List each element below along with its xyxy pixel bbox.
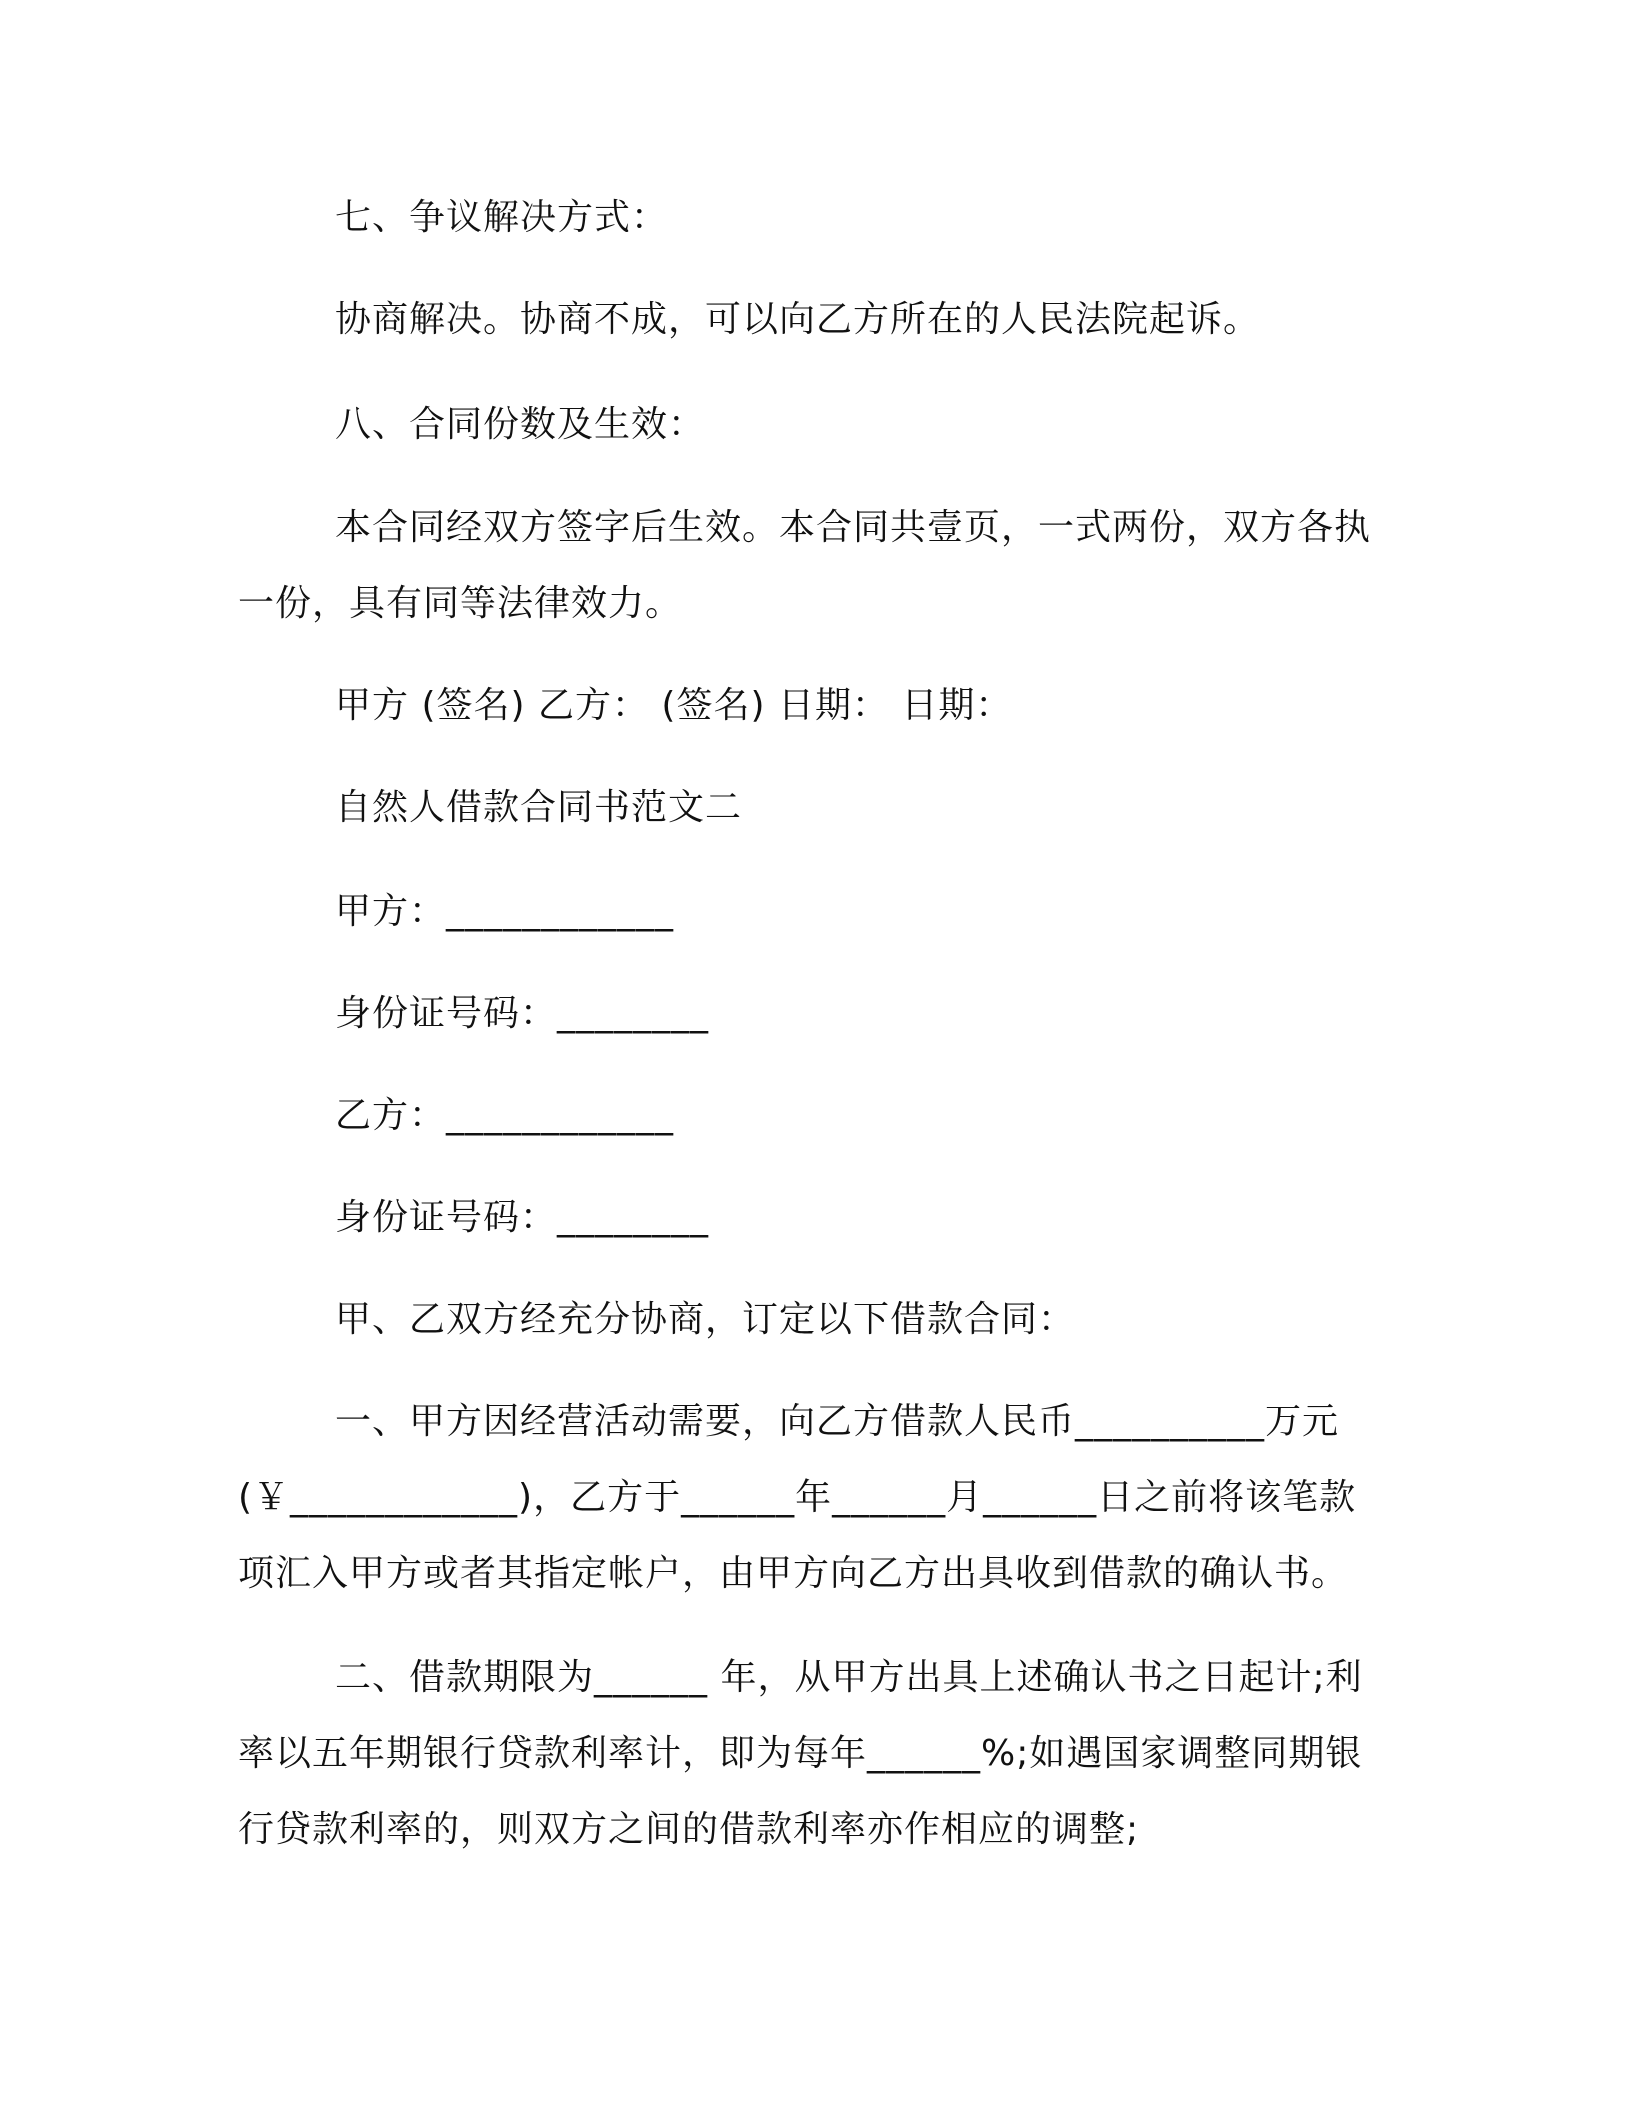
document-subtitle: 自然人借款合同书范文二 <box>335 787 743 828</box>
party-b-id-field: 身份证号码：________ <box>335 1197 710 1238</box>
party-a-field: 甲方：____________ <box>335 891 675 932</box>
signature-line: 甲方 (签名) 乙方： (签名) 日期： 日期： <box>335 685 1013 726</box>
party-b-field: 乙方：____________ <box>335 1095 675 1136</box>
section7-heading: 七、争议解决方式： <box>335 197 669 238</box>
section8-body: 本合同经双方签字后生效。本合同共壹页，一式两份，双方各执一份，具有同等法律效力。 <box>238 507 1372 624</box>
party-a-id-field: 身份证号码：________ <box>335 993 710 1034</box>
clause-1: 一、甲方因经营活动需要，向乙方借款人民币__________万元(￥____________)，乙方于______年______月______日之前将该笔款项汇入甲方或者其指定帐户，由甲方向乙方出具收到借款的确认书。 <box>238 1401 1357 1594</box>
section8-heading: 八、合同份数及生效： <box>335 404 706 445</box>
agreement-intro: 甲、乙双方经充分协商，订定以下借款合同： <box>335 1299 1076 1340</box>
section7-body: 协商解决。协商不成，可以向乙方所在的人民法院起诉。 <box>335 299 1261 340</box>
clause-2: 二、借款期限为______ 年，从甲方出具上述确认书之日起计;利率以五年期银行贷款利率计，即为每年______%;如遇国家调整同期银行贷款利率的，则双方之间的借款利率亦作相应的调整; <box>238 1657 1363 1850</box>
